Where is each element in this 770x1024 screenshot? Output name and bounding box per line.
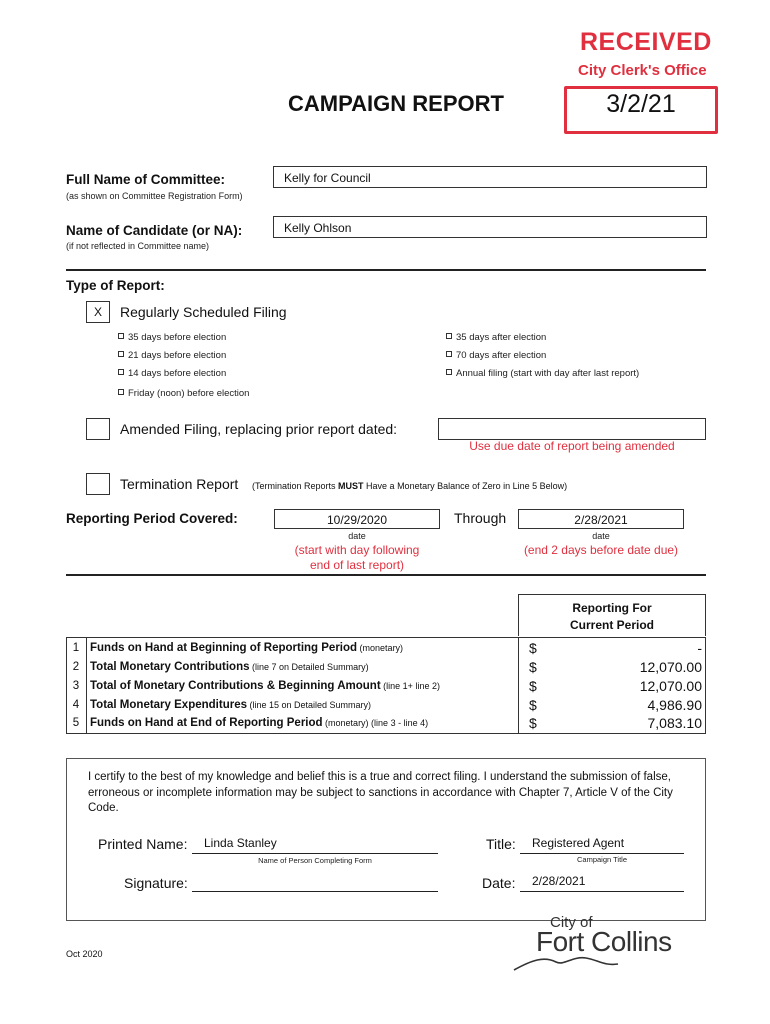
- amended-date-field[interactable]: [438, 418, 706, 440]
- page-title: CAMPAIGN REPORT: [288, 91, 504, 116]
- amended-filing-label: Amended Filing, replacing prior report dated:: [120, 421, 398, 437]
- option-14-before[interactable]: 14 days before election: [118, 368, 226, 379]
- period-start-caption: date: [348, 531, 366, 541]
- table-row: 1 Funds on Hand at Beginning of Reporting Period (monetary) $ -: [66, 638, 706, 658]
- printed-name-label: Printed Name:: [98, 836, 188, 852]
- table-row: 3 Total of Monetary Contributions & Beginning Amount (line 1+ line 2) $ 12,070.00: [66, 676, 706, 696]
- period-end-caption: date: [592, 531, 610, 541]
- form-revision: Oct 2020: [66, 949, 103, 959]
- report-type-label: Type of Report:: [66, 278, 165, 293]
- amended-filing-checkbox[interactable]: [86, 418, 110, 440]
- candidate-name-field[interactable]: Kelly Ohlson: [273, 216, 707, 238]
- option-checkbox-icon: [446, 351, 452, 357]
- campaign-title-caption: Campaign Title: [576, 855, 628, 864]
- period-end-field[interactable]: 2/28/2021: [518, 509, 684, 529]
- logo-city-of: City of: [550, 914, 593, 931]
- option-checkbox-icon: [118, 389, 124, 395]
- period-end-note: (end 2 days before date due): [523, 543, 679, 557]
- option-checkbox-icon: [118, 333, 124, 339]
- title-label: Title:: [486, 836, 516, 852]
- option-21-before[interactable]: 21 days before election: [118, 350, 226, 361]
- committee-label: Full Name of Committee:: [66, 172, 226, 187]
- option-friday-before[interactable]: Friday (noon) before election: [118, 388, 249, 399]
- signature-label: Signature:: [124, 875, 188, 891]
- reporting-period-label: Reporting Period Covered:: [66, 511, 238, 526]
- table-row: 5 Funds on Hand at End of Reporting Period (monetary) (line 3 - line 4) $ 7,083.10: [66, 713, 706, 733]
- termination-checkbox[interactable]: [86, 473, 110, 495]
- logo-fort-collins: Fort Collins: [536, 926, 672, 957]
- option-checkbox-icon: [446, 369, 452, 375]
- section-divider: [66, 269, 706, 271]
- certification-text: I certify to the best of my knowledge and belief this is a true and correct filing. I understand the submission of false, erroneous or incomplete information may be subject to sanctions in accordance with Chapter 7, Article V of the City Code.: [88, 771, 673, 814]
- table-header-line-1: Reporting For: [572, 601, 652, 615]
- regular-filing-checkbox[interactable]: X: [86, 301, 110, 323]
- printed-name-field[interactable]: Linda Stanley: [192, 836, 438, 854]
- table-header-cell: [518, 594, 706, 636]
- option-35-after[interactable]: 35 days after election: [446, 332, 546, 343]
- fort-collins-logo: [512, 912, 698, 972]
- signature-field[interactable]: [192, 874, 438, 892]
- candidate-note: (if not reflected in Committee name): [66, 241, 210, 251]
- termination-note: (Termination Reports MUST Have a Monetary Balance of Zero in Line 5 Below): [252, 481, 568, 491]
- termination-label: Termination Report: [120, 476, 239, 492]
- received-stamp-date: 3/2/21: [606, 90, 676, 118]
- section-divider: [66, 574, 706, 576]
- table-row: 4 Total Monetary Expenditures (line 15 on Detailed Summary) $ 4,986.90: [66, 695, 706, 715]
- received-stamp-text: RECEIVED: [580, 28, 712, 56]
- campaign-title-field[interactable]: Registered Agent: [520, 836, 684, 854]
- period-start-note-2: end of last report): [309, 558, 405, 572]
- option-70-after[interactable]: 70 days after election: [446, 350, 546, 361]
- period-start-field[interactable]: 10/29/2020: [274, 509, 440, 529]
- mountain-icon: [512, 950, 698, 972]
- table-header-line-2: Current Period: [569, 618, 654, 632]
- committee-name-field[interactable]: Kelly for Council: [273, 166, 707, 188]
- option-35-before[interactable]: 35 days before election: [118, 332, 226, 343]
- option-checkbox-icon: [446, 333, 452, 339]
- amended-date-note: Use due date of report being amended: [469, 439, 675, 453]
- committee-note: (as shown on Committee Registration Form): [66, 191, 243, 201]
- printed-name-caption: Name of Person Completing Form: [258, 856, 372, 865]
- received-stamp-office: City Clerk's Office: [578, 62, 707, 79]
- table-row: 2 Total Monetary Contributions (line 7 on Detailed Summary) $ 12,070.00: [66, 657, 706, 677]
- period-start-note-1: (start with day following: [294, 543, 420, 557]
- candidate-label: Name of Candidate (or NA):: [66, 223, 243, 238]
- signature-date-field[interactable]: 2/28/2021: [520, 874, 684, 892]
- option-checkbox-icon: [118, 369, 124, 375]
- through-label: Through: [454, 510, 507, 526]
- option-annual[interactable]: Annual filing (start with day after last report): [446, 368, 639, 379]
- option-checkbox-icon: [118, 351, 124, 357]
- date-label: Date:: [482, 875, 516, 891]
- regular-filing-label: Regularly Scheduled Filing: [120, 304, 287, 320]
